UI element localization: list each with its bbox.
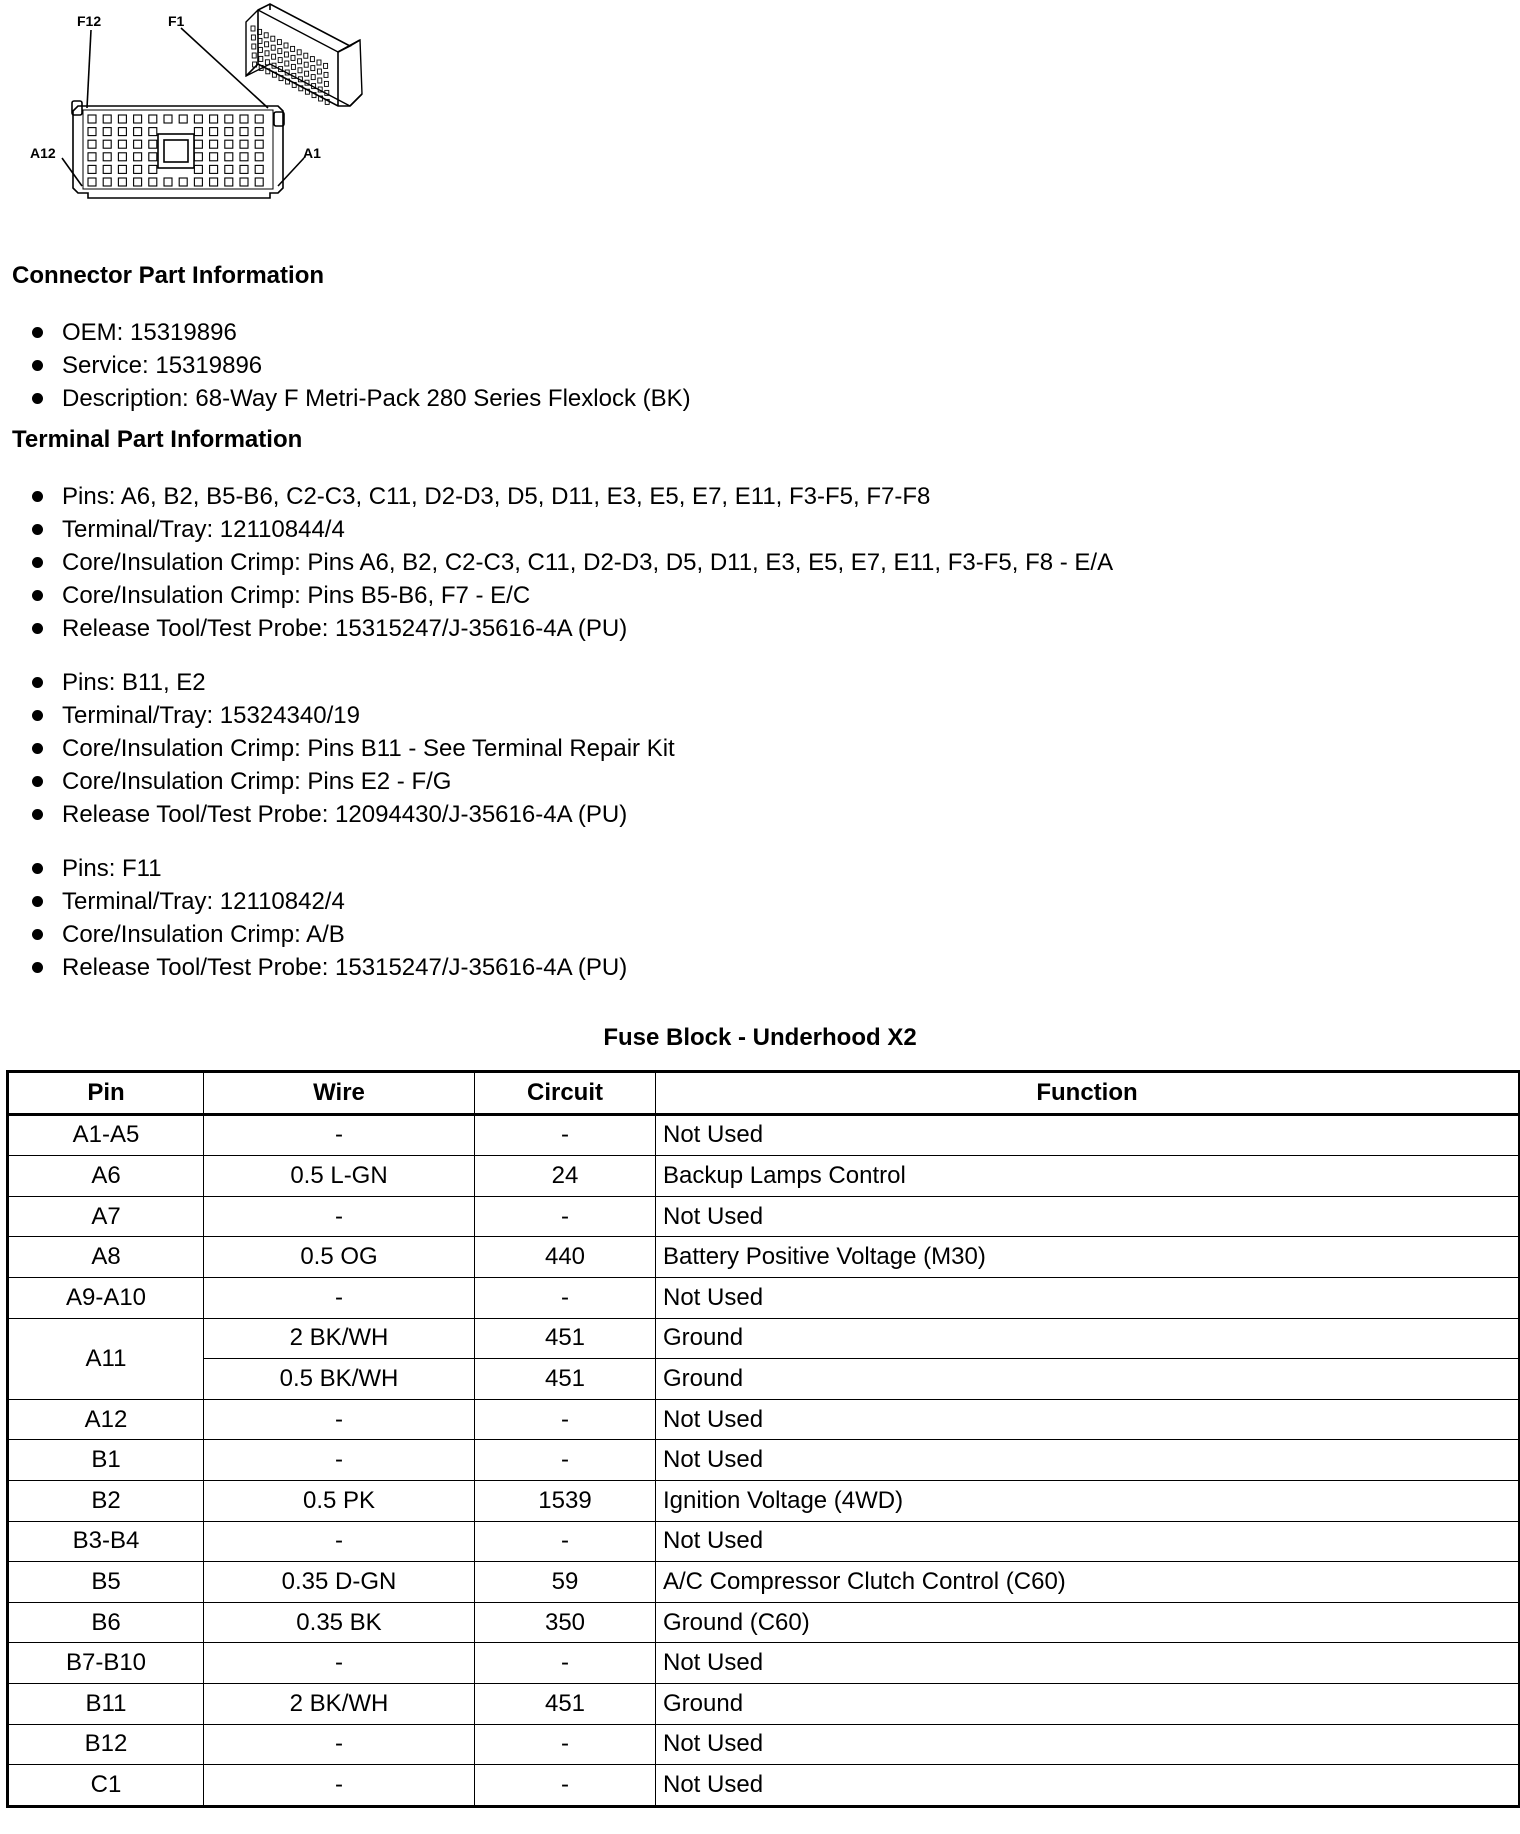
list-item: Release Tool/Test Probe: 12094430/J-35616-4A (PU) [28,798,675,831]
pin-cavity [210,140,218,148]
table-row [8,1480,1520,1521]
pin-cavity [134,165,142,173]
pin-cavity [149,178,157,186]
iso-pin [297,50,301,55]
pin-cavity [210,165,218,173]
pin-cavity [210,153,218,161]
pin-cavity [118,128,126,136]
diagram-label-f12: F12 [77,13,102,29]
iso-pin [271,36,275,41]
iso-pin [278,58,282,63]
iso-pin [252,44,256,49]
pin-cell: B3-B4 [8,1521,204,1562]
pin-cavity [240,140,248,148]
iso-pin [265,42,269,47]
pin-cavity [255,128,263,136]
list-item: Pins: F11 [28,852,627,885]
table-row [8,1114,1520,1156]
pin-cavity [240,128,248,136]
connector-diagram [0,0,380,210]
circuit-cell: - [475,1399,656,1440]
pin-cavity [149,165,157,173]
table-row [8,1562,1520,1603]
header-pin: Pin [8,1072,204,1115]
pin-cell: B12 [8,1724,204,1765]
pin-cavity [210,128,218,136]
iso-pin [311,66,315,71]
circuit-cell: - [475,1277,656,1318]
circuit-cell: - [475,1765,656,1807]
pin-cavity [194,140,202,148]
pin-cell: B6 [8,1602,204,1643]
iso-pin [317,60,321,65]
function-cell: Not Used [656,1440,1520,1481]
function-cell: Not Used [656,1196,1520,1237]
pin-cavity [149,128,157,136]
pin-cavity [194,115,202,123]
function-cell: Not Used [656,1765,1520,1807]
pin-cell: B5 [8,1562,204,1603]
iso-pin [305,71,309,76]
wire-cell: 0.5 BK/WH [204,1359,475,1400]
table-row [8,1277,1520,1318]
pin-cavity [88,165,96,173]
wire-cell: - [204,1277,475,1318]
pin-cell: B11 [8,1683,204,1724]
pin-cavity [164,115,172,123]
wire-cell: - [204,1399,475,1440]
circuit-cell: 451 [475,1683,656,1724]
function-cell: Not Used [656,1724,1520,1765]
iso-pin [284,52,288,57]
table-row [8,1399,1520,1440]
pin-cell: A11 [8,1318,204,1399]
circuit-cell: - [475,1114,656,1156]
pin-cavity [225,128,233,136]
function-cell: Not Used [656,1114,1520,1156]
iso-pin [298,68,302,73]
pin-cavity [210,178,218,186]
pin-cavity [103,115,111,123]
wire-cell: - [204,1440,475,1481]
pin-cell: B1 [8,1440,204,1481]
wire-cell: 0.35 BK [204,1602,475,1643]
iso-pin [324,72,328,77]
iso-pin [278,49,282,54]
circuit-cell: 24 [475,1156,656,1197]
diagram-label-a1: A1 [303,145,321,161]
pin-cavity [240,153,248,161]
pin-cavity [103,165,111,173]
pin-cavity [118,178,126,186]
pin-cavity [255,115,263,123]
wire-cell: - [204,1114,475,1156]
function-cell: Not Used [656,1277,1520,1318]
iso-pin [310,57,314,62]
terminal-group-list [28,666,675,831]
circuit-cell: - [475,1643,656,1684]
list-item: Terminal/Tray: 12110842/4 [28,885,627,918]
table-row [8,1765,1520,1807]
function-cell: A/C Compressor Clutch Control (C60) [656,1562,1520,1603]
function-cell: Not Used [656,1399,1520,1440]
list-item: Release Tool/Test Probe: 15315247/J-35616-4A (PU) [28,612,1113,645]
wire-cell: 2 BK/WH [204,1683,475,1724]
pin-cavity [255,165,263,173]
iso-pin [259,56,263,61]
pin-cell: A6 [8,1156,204,1197]
iso-pin [251,35,255,40]
pin-cavity [134,178,142,186]
list-item: Core/Insulation Crimp: Pins E2 - F/G [28,765,675,798]
pin-cavity [88,140,96,148]
pin-cavity [255,178,263,186]
pin-cavity [149,115,157,123]
circuit-cell: 350 [475,1602,656,1643]
wire-cell: - [204,1643,475,1684]
list-item: Terminal/Tray: 12110844/4 [28,513,1113,546]
iso-pin [285,61,289,66]
table-row [8,1521,1520,1562]
pin-cavity [118,140,126,148]
wire-cell: 0.35 D-GN [204,1562,475,1603]
function-cell: Not Used [656,1521,1520,1562]
list-item: Terminal/Tray: 15324340/19 [28,699,675,732]
pin-cavity [88,178,96,186]
iso-pin [264,33,268,38]
pin-cavity [88,128,96,136]
list-item: Core/Insulation Crimp: Pins A6, B2, C2-C3, C11, D2-D3, D5, D11, E3, E5, E7, E11, F3-F5, F8 - E/A [28,546,1113,579]
iso-pin [284,43,288,48]
pin-cavity [225,165,233,173]
circuit-cell: 440 [475,1237,656,1278]
pin-cavity [179,178,187,186]
iso-pin [317,69,321,74]
pin-cavity [134,140,142,148]
diagram-label-f1: F1 [168,13,185,29]
table-row [8,1237,1520,1278]
wire-cell: 0.5 OG [204,1237,475,1278]
function-cell: Ground [656,1683,1520,1724]
wire-cell: 0.5 PK [204,1480,475,1521]
pin-cavity [194,153,202,161]
pin-cell: A1-A5 [8,1114,204,1156]
iso-pin [271,45,275,50]
pin-cell: A8 [8,1237,204,1278]
circuit-cell: - [475,1196,656,1237]
pin-cavity [103,153,111,161]
pin-cavity [225,178,233,186]
list-item: Core/Insulation Crimp: A/B [28,918,627,951]
header-wire: Wire [204,1072,475,1115]
pin-cavity [255,153,263,161]
pin-cavity [88,115,96,123]
pin-cavity [134,115,142,123]
iso-pin [291,46,295,51]
circuit-cell: 1539 [475,1480,656,1521]
pin-cavity [103,140,111,148]
pin-cavity [194,178,202,186]
list-item: Service: 15319896 [28,349,691,382]
terminal-group-list [28,852,627,984]
header-circuit: Circuit [475,1072,656,1115]
wire-cell: 0.5 L-GN [204,1156,475,1197]
table-header-row [8,1072,1520,1115]
pin-cavity [194,128,202,136]
iso-pin [258,47,262,52]
pin-cavity [225,115,233,123]
pin-cell: A12 [8,1399,204,1440]
circuit-cell: - [475,1521,656,1562]
pin-cell: C1 [8,1765,204,1807]
list-item: Pins: A6, B2, B5-B6, C2-C3, C11, D2-D3, D5, D11, E3, E5, E7, E11, F3-F5, F7-F8 [28,480,1113,513]
pin-cavity [164,178,172,186]
iso-pin [277,40,281,45]
iso-pin [324,81,328,86]
pin-cell: A9-A10 [8,1277,204,1318]
pin-cavity [255,140,263,148]
pin-cavity [240,178,248,186]
pin-cavity [225,140,233,148]
iso-pin [252,53,256,58]
list-item: Release Tool/Test Probe: 15315247/J-35616-4A (PU) [28,951,627,984]
list-item: Core/Insulation Crimp: Pins B5-B6, F7 - E/C [28,579,1113,612]
function-cell: Backup Lamps Control [656,1156,1520,1197]
pin-cavity [179,115,187,123]
iso-pin [272,54,276,59]
terminal-info-heading: Terminal Part Information [12,426,303,453]
iso-pin [311,75,315,80]
pin-cavity [240,115,248,123]
pin-grid [88,115,263,186]
pin-cell: B7-B10 [8,1643,204,1684]
wire-cell: - [204,1724,475,1765]
table-row [8,1196,1520,1237]
table-row [8,1318,1520,1359]
function-cell: Ground (C60) [656,1602,1520,1643]
iso-pin [318,78,322,83]
diagram-label-a12: A12 [30,145,56,161]
circuit-cell: 451 [475,1318,656,1359]
wire-cell: - [204,1196,475,1237]
terminal-group-list [28,480,1113,645]
pin-cavity [194,165,202,173]
pin-cavity [103,128,111,136]
pin-table [6,1070,1520,1808]
iso-pin [291,55,295,60]
iso-pin [265,51,269,56]
pin-cavity [240,165,248,173]
function-cell: Ground [656,1359,1520,1400]
pin-cavity [134,153,142,161]
iso-pin [291,64,295,69]
table-row [8,1683,1520,1724]
function-cell: Battery Positive Voltage (M30) [656,1237,1520,1278]
wire-cell: 2 BK/WH [204,1318,475,1359]
function-cell: Ground [656,1318,1520,1359]
pin-cavity [88,153,96,161]
circuit-cell: 59 [475,1562,656,1603]
pin-cell: A7 [8,1196,204,1237]
wire-cell: - [204,1521,475,1562]
pin-cavity [118,165,126,173]
pin-cavity [149,140,157,148]
table-title: Fuse Block - Underhood X2 [603,1024,917,1051]
pin-cavity [149,153,157,161]
iso-pin [304,53,308,58]
function-cell: Ignition Voltage (4WD) [656,1480,1520,1521]
list-item: OEM: 15319896 [28,316,691,349]
table-row [8,1440,1520,1481]
wire-cell: - [204,1765,475,1807]
pin-cavity [210,115,218,123]
iso-pin [251,26,255,31]
circuit-cell: - [475,1440,656,1481]
header-function: Function [656,1072,1520,1115]
list-item: Pins: B11, E2 [28,666,675,699]
list-item: Description: 68-Way F Metri-Pack 280 Series Flexlock (BK) [28,382,691,415]
iso-pin [298,59,302,64]
connector-info-list [28,316,691,415]
iso-pin [304,62,308,67]
list-item: Core/Insulation Crimp: Pins B11 - See Terminal Repair Kit [28,732,675,765]
circuit-cell: - [475,1724,656,1765]
function-cell: Not Used [656,1643,1520,1684]
table-row [8,1643,1520,1684]
pin-cavity [103,178,111,186]
pin-cell: B2 [8,1480,204,1521]
pin-cavity [118,153,126,161]
iso-pin [324,63,328,68]
pin-cavity [134,128,142,136]
table-row [8,1156,1520,1197]
pin-cavity [225,153,233,161]
pin-cavity [118,115,126,123]
circuit-cell: 451 [475,1359,656,1400]
connector-info-heading: Connector Part Information [12,262,325,289]
table-row [8,1724,1520,1765]
table-row [8,1602,1520,1643]
table-row [8,1359,1520,1400]
